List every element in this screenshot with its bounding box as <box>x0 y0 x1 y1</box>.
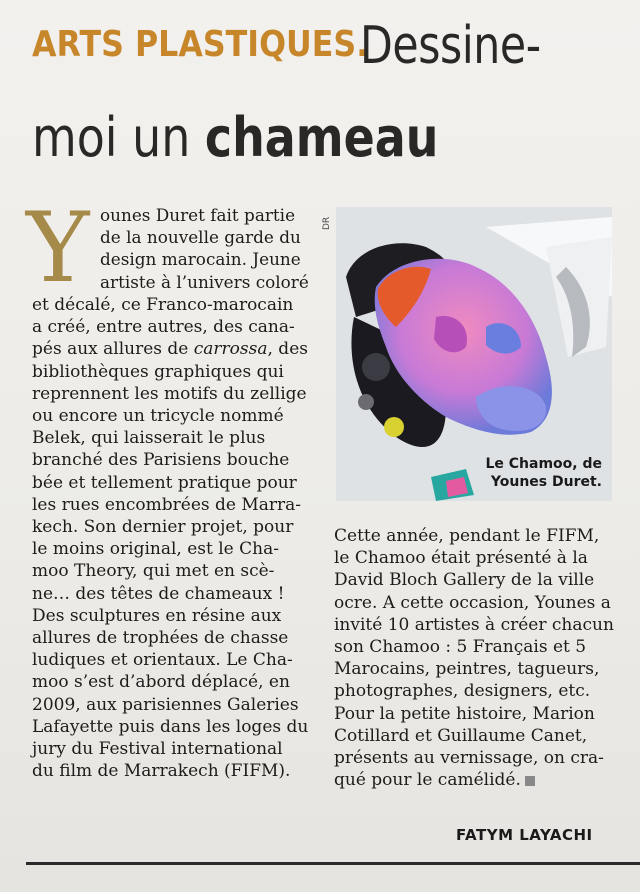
body-column-2 <box>334 525 614 791</box>
text-line: Des sculptures en résine aux <box>32 605 282 626</box>
headline-title-part3: chameau <box>204 106 439 169</box>
text-line: présents au vernissage, on cra- <box>334 748 604 769</box>
text-line: de la nouvelle garde du <box>100 228 301 249</box>
photo-caption-line-2: Younes Duret. <box>490 474 602 490</box>
text-line: les rues encombrées de Marra- <box>32 494 302 515</box>
photo-caption-line-1: Le Chamoo, de <box>485 456 602 472</box>
headline-title-part1: Dessine- <box>360 16 541 76</box>
text-line: branché des Parisiens bouche <box>32 450 290 471</box>
text-line: jury du Festival international <box>32 739 283 760</box>
drop-cap: Y <box>26 192 90 304</box>
text-line: Cette année, pendant le FIFM, <box>334 526 600 546</box>
text-line: a créé, entre autres, des cana- <box>32 317 295 338</box>
text-line: ounes Duret fait partie <box>100 206 296 226</box>
text-line: son Chamoo : 5 Français et 5 <box>334 637 587 658</box>
body-column-1 <box>32 294 308 782</box>
text-line: le Chamoo était présenté à la <box>334 548 588 569</box>
text-line: Lafayette puis dans les loges du <box>32 716 309 737</box>
section-kicker: ARTS PLASTIQUES. <box>32 24 369 65</box>
text-line: le moins original, est le Cha- <box>32 539 279 560</box>
text-line: 2009, aux parisiennes Galeries <box>32 694 299 715</box>
headline-line-1 <box>32 16 541 76</box>
text-line: invité 10 artistes à créer chacun <box>334 614 614 635</box>
text-line: photographes, designers, etc. <box>334 681 591 702</box>
text-line: ocre. A cette occasion, Younes a <box>334 592 611 613</box>
author-byline: FATYM LAYACHI <box>456 826 593 844</box>
text-line: Belek, qui laisserait le plus <box>32 428 266 449</box>
text-line: ludiques et orientaux. Le Cha- <box>32 650 293 671</box>
body-column-1-top <box>100 205 311 294</box>
text-line: pés aux allures de carrossa, des <box>32 339 308 360</box>
text-line: Cotillard et Guillaume Canet, <box>334 725 588 746</box>
page-footer <box>0 862 640 892</box>
text-line: kech. Son dernier projet, pour <box>32 517 294 538</box>
text-line: Pour la petite histoire, Marion <box>334 703 595 724</box>
text-line: artiste à l’univers coloré <box>100 272 309 293</box>
text-line: Marocains, peintres, tagueurs, <box>334 659 600 680</box>
text-line: David Bloch Gallery de la ville <box>334 570 595 591</box>
text-line: design marocain. Jeune <box>100 250 301 271</box>
photo-credit: DR <box>322 216 332 230</box>
headline-title-part2: moi un <box>32 106 191 169</box>
text-line: moo Theory, qui met en scè- <box>32 561 275 582</box>
italic-term: carrossa <box>193 339 268 360</box>
text-line: et décalé, ce Franco-marocain <box>32 295 294 315</box>
text-line: ne… des têtes de chameaux ! <box>32 583 285 604</box>
text-line: bibliothèques graphiques qui <box>32 361 284 382</box>
text-line: moo s’est d’abord déplacé, en <box>32 672 290 693</box>
headline-line-2 <box>32 106 438 169</box>
text-line: qué pour le camélidé. <box>334 769 614 791</box>
photo-caption <box>485 455 602 491</box>
end-mark-icon <box>525 776 535 786</box>
text-line: du film de Marrakech (FIFM). <box>32 761 291 782</box>
text-line: reprennent les motifs du zellige <box>32 383 307 404</box>
text-line: ou encore un tricycle nommé <box>32 406 284 427</box>
footer-rule <box>26 862 640 865</box>
text-line: bée et tellement pratique pour <box>32 472 297 493</box>
text-line: allures de trophées de chasse <box>32 628 289 649</box>
chamoo-photo <box>336 207 612 501</box>
